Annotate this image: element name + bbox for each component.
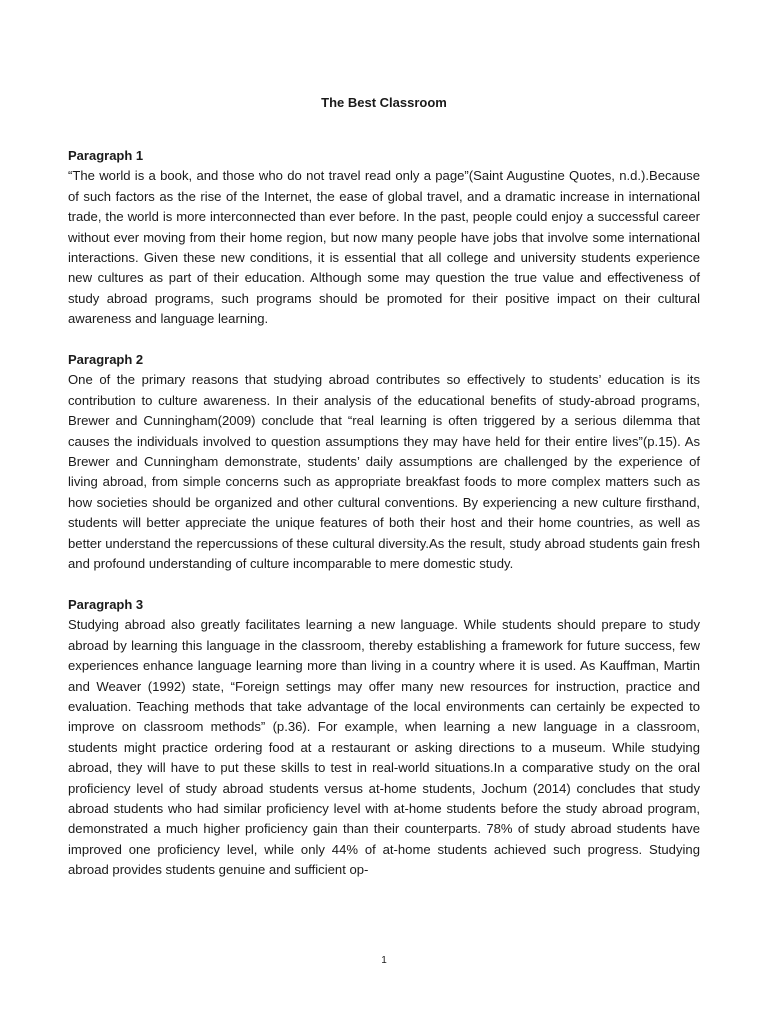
paragraph-text: One of the primary reasons that studying abroad contributes so effectively to students’ education is its contribution to culture awareness. In their analysis of the educational benefits of study-abroad programs, Brewer and Cunningham(2009) conclude that “real learning is often triggered by a serious dilemma that causes the individuals involved to question assumptions they may have held for their entire lives”(p.15). As Brewer and Cunningham demonstrate, students’ daily assumptions are challenged by the experience of living abroad, from simple concerns such as appropriate breakfast foods to more complex matters such as how societies should be organized and other cultural conventions. By experiencing a new culture firsthand, students will better appreciate the unique features of both their host and their home countries, as well as better understand the repercussions of these cultural diversity.As the result, study abroad students gain fresh and profound understanding of culture incomparable to mere domestic study. bbox=[68, 372, 700, 572]
paragraph-heading: Paragraph 1 bbox=[68, 148, 144, 163]
paragraph-text: “The world is a book, and those who do not travel read only a page”(Saint Augustine Quotes, n.d.).Because of such factors as the rise of the Internet, the ease of global travel, and a dramatic increase in international trade, the world is more interconnected than ever before. In the past, people could enjoy a successful career without ever moving from their home region, but now many people have jobs that involve some international interactions. Given these new conditions, it is essential that all college and university students experience new cultures as part of their education. Although some may question the true value and effectiveness of study abroad programs, such programs should be promoted for their positive impact on their cultural awareness and language learning. bbox=[68, 168, 700, 327]
paragraph-section-3 bbox=[68, 595, 700, 881]
paragraph-heading: Paragraph 3 bbox=[68, 596, 144, 612]
document-title: The Best Classroom bbox=[321, 95, 447, 110]
paragraph-section-2 bbox=[68, 350, 700, 574]
paragraph-heading: Paragraph 2 bbox=[68, 352, 144, 368]
document-body bbox=[68, 146, 700, 901]
paragraph-text: Studying abroad also greatly facilitates learning a new language. While students should prepare to study abroad by learning this language in the classroom, thereby establishing a framework for future success, few experiences enhance language learning more than living in a country where it is used. As Kauffman, Martin and Weaver (1992) state, “Foreign settings may offer many new resources for instruction, practice and evaluation. Teaching methods that take advantage of the local environments can certainly be expected to improve on classroom methods” (p.36). For example, when learning a new language in a classroom, students might practice ordering food at a restaurant or asking directions to a museum. While studying abroad, they will have to put these skills to test in real-world situations.In a comparative study on the oral proficiency level of study abroad students versus at-home students, Jochum (2014) concludes that study abroad students who had similar proficiency level with at-home students before the study abroad program, demonstrated a much higher proficiency gain than their counterparts. 78% of study abroad students have improved one proficiency level, while only 44% of at-home students achieved such progress. Studying abroad provides students genuine and sufficient op- bbox=[68, 617, 700, 878]
page-number: 1 bbox=[381, 955, 387, 966]
paragraph-section-1 bbox=[68, 146, 700, 330]
